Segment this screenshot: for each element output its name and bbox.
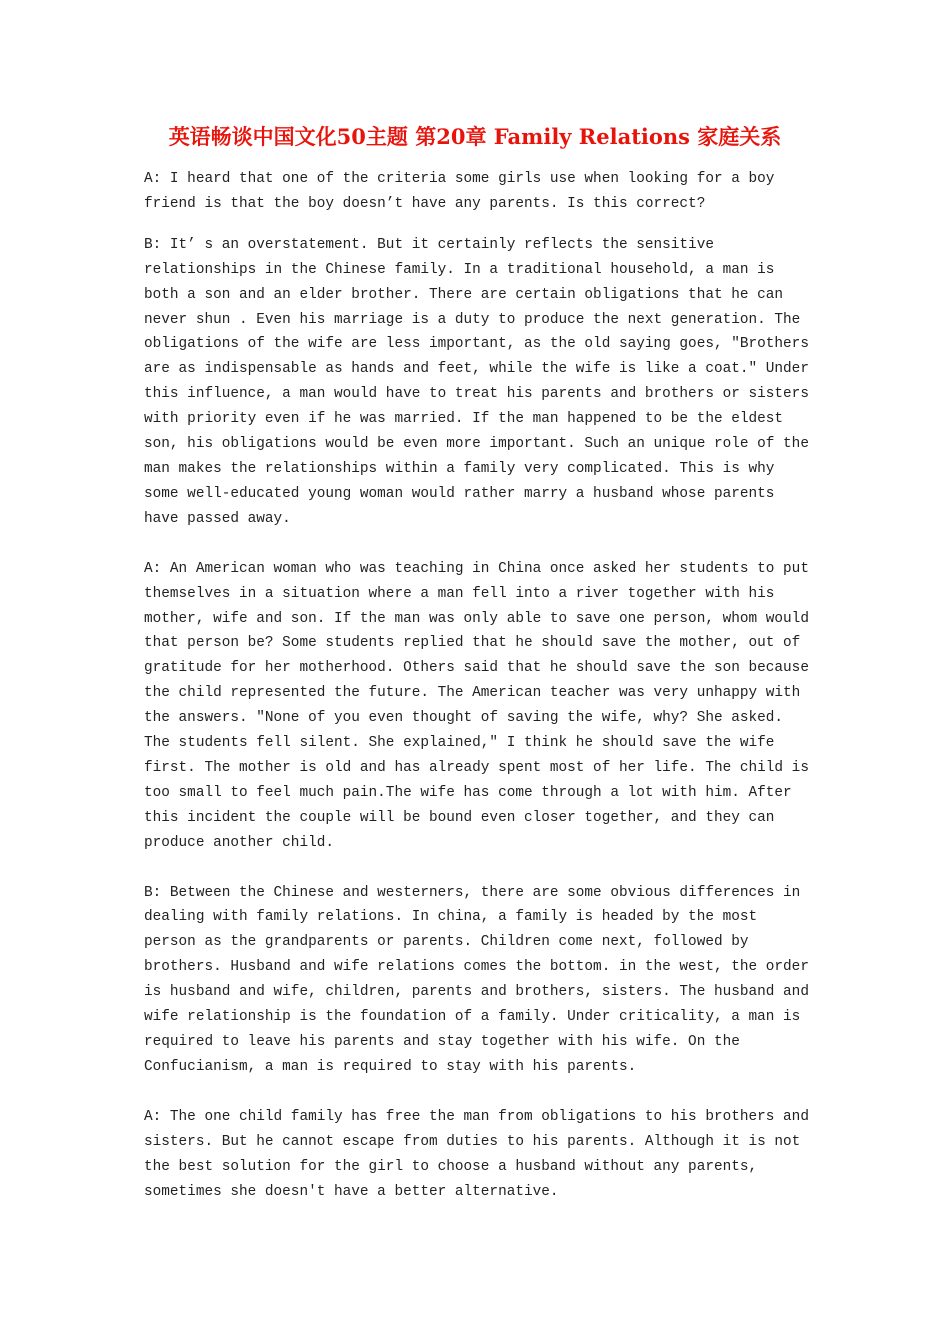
paragraph-a3: A: The one child family has free the man from obligations to his brothers and sisters. But he cannot escape from duties to his parents. Although it is not the best solution for the girl to choose a husband without any parents, sometimes she doesn't have a better alternative. — [144, 1108, 809, 1200]
document-body — [144, 167, 814, 1220]
paragraph-a2: A: An American woman who was teaching in China once asked her students to put themselves in a situation where a man fell into a river together with his mother, wife and son. If the man was only able to save one person, whom would that person be? Some students replied that he should save the mother, out of gratitude for her motherhood. Others said that he should save the son because the child represented the future. The American teacher was very unhappy with the answers. "None of you even thought of saving the wife, why? She asked. The students fell silent. She explained," I think he should save the wife first. The mother is old and has already spent most of her life. The child is too small to feel much pain.The wife has come through a lot with him. After this incident the couple will be bound even closer together, and they can produce another child. — [144, 560, 809, 851]
paragraph-b1: B: It’ s an overstatement. But it certainly reflects the sensitive relationships in the Chinese family. In a traditional household, a man is both a son and an elder brother. There are certain obligations that he can never shun . Even his marriage is a duty to produce the next generation. The obligations of the wife are less important, as the old saying goes, "Brothers are as indispensable as hands and feet, while the wife is like a coat." Under this influence, a man would have to treat his parents and brothers or sisters with priority even if he was married. If the man happened to be the eldest son, his obligations would be even more important. Such an unique role of the man makes the relationships within a family very complicated. This is why some well-educated young woman would rather marry a husband whose parents have passed away. — [144, 236, 809, 527]
document-title: 英语畅谈中国文化50主题 第20章 Family Relations 家庭关系 — [168, 124, 782, 149]
paragraph-a1: A: I heard that one of the criteria some girls use when looking for a boy friend is that the boy doesn’t have any parents. Is this correct? — [144, 171, 775, 212]
paragraph-b2: B: Between the Chinese and westerners, there are some obvious differences in dealing with family relations. In china, a family is headed by the most person as the grandparents or parents. Children come next, followed by brothers. Husband and wife relations comes the bottom. in the west, the order is husband and wife, children, parents and brothers, sisters. The husband and wife relationship is the foundation of a family. Under criticality, a man is required to leave his parents and stay together with his wife. On the Confucianism, a man is required to stay with his parents. — [144, 884, 809, 1075]
